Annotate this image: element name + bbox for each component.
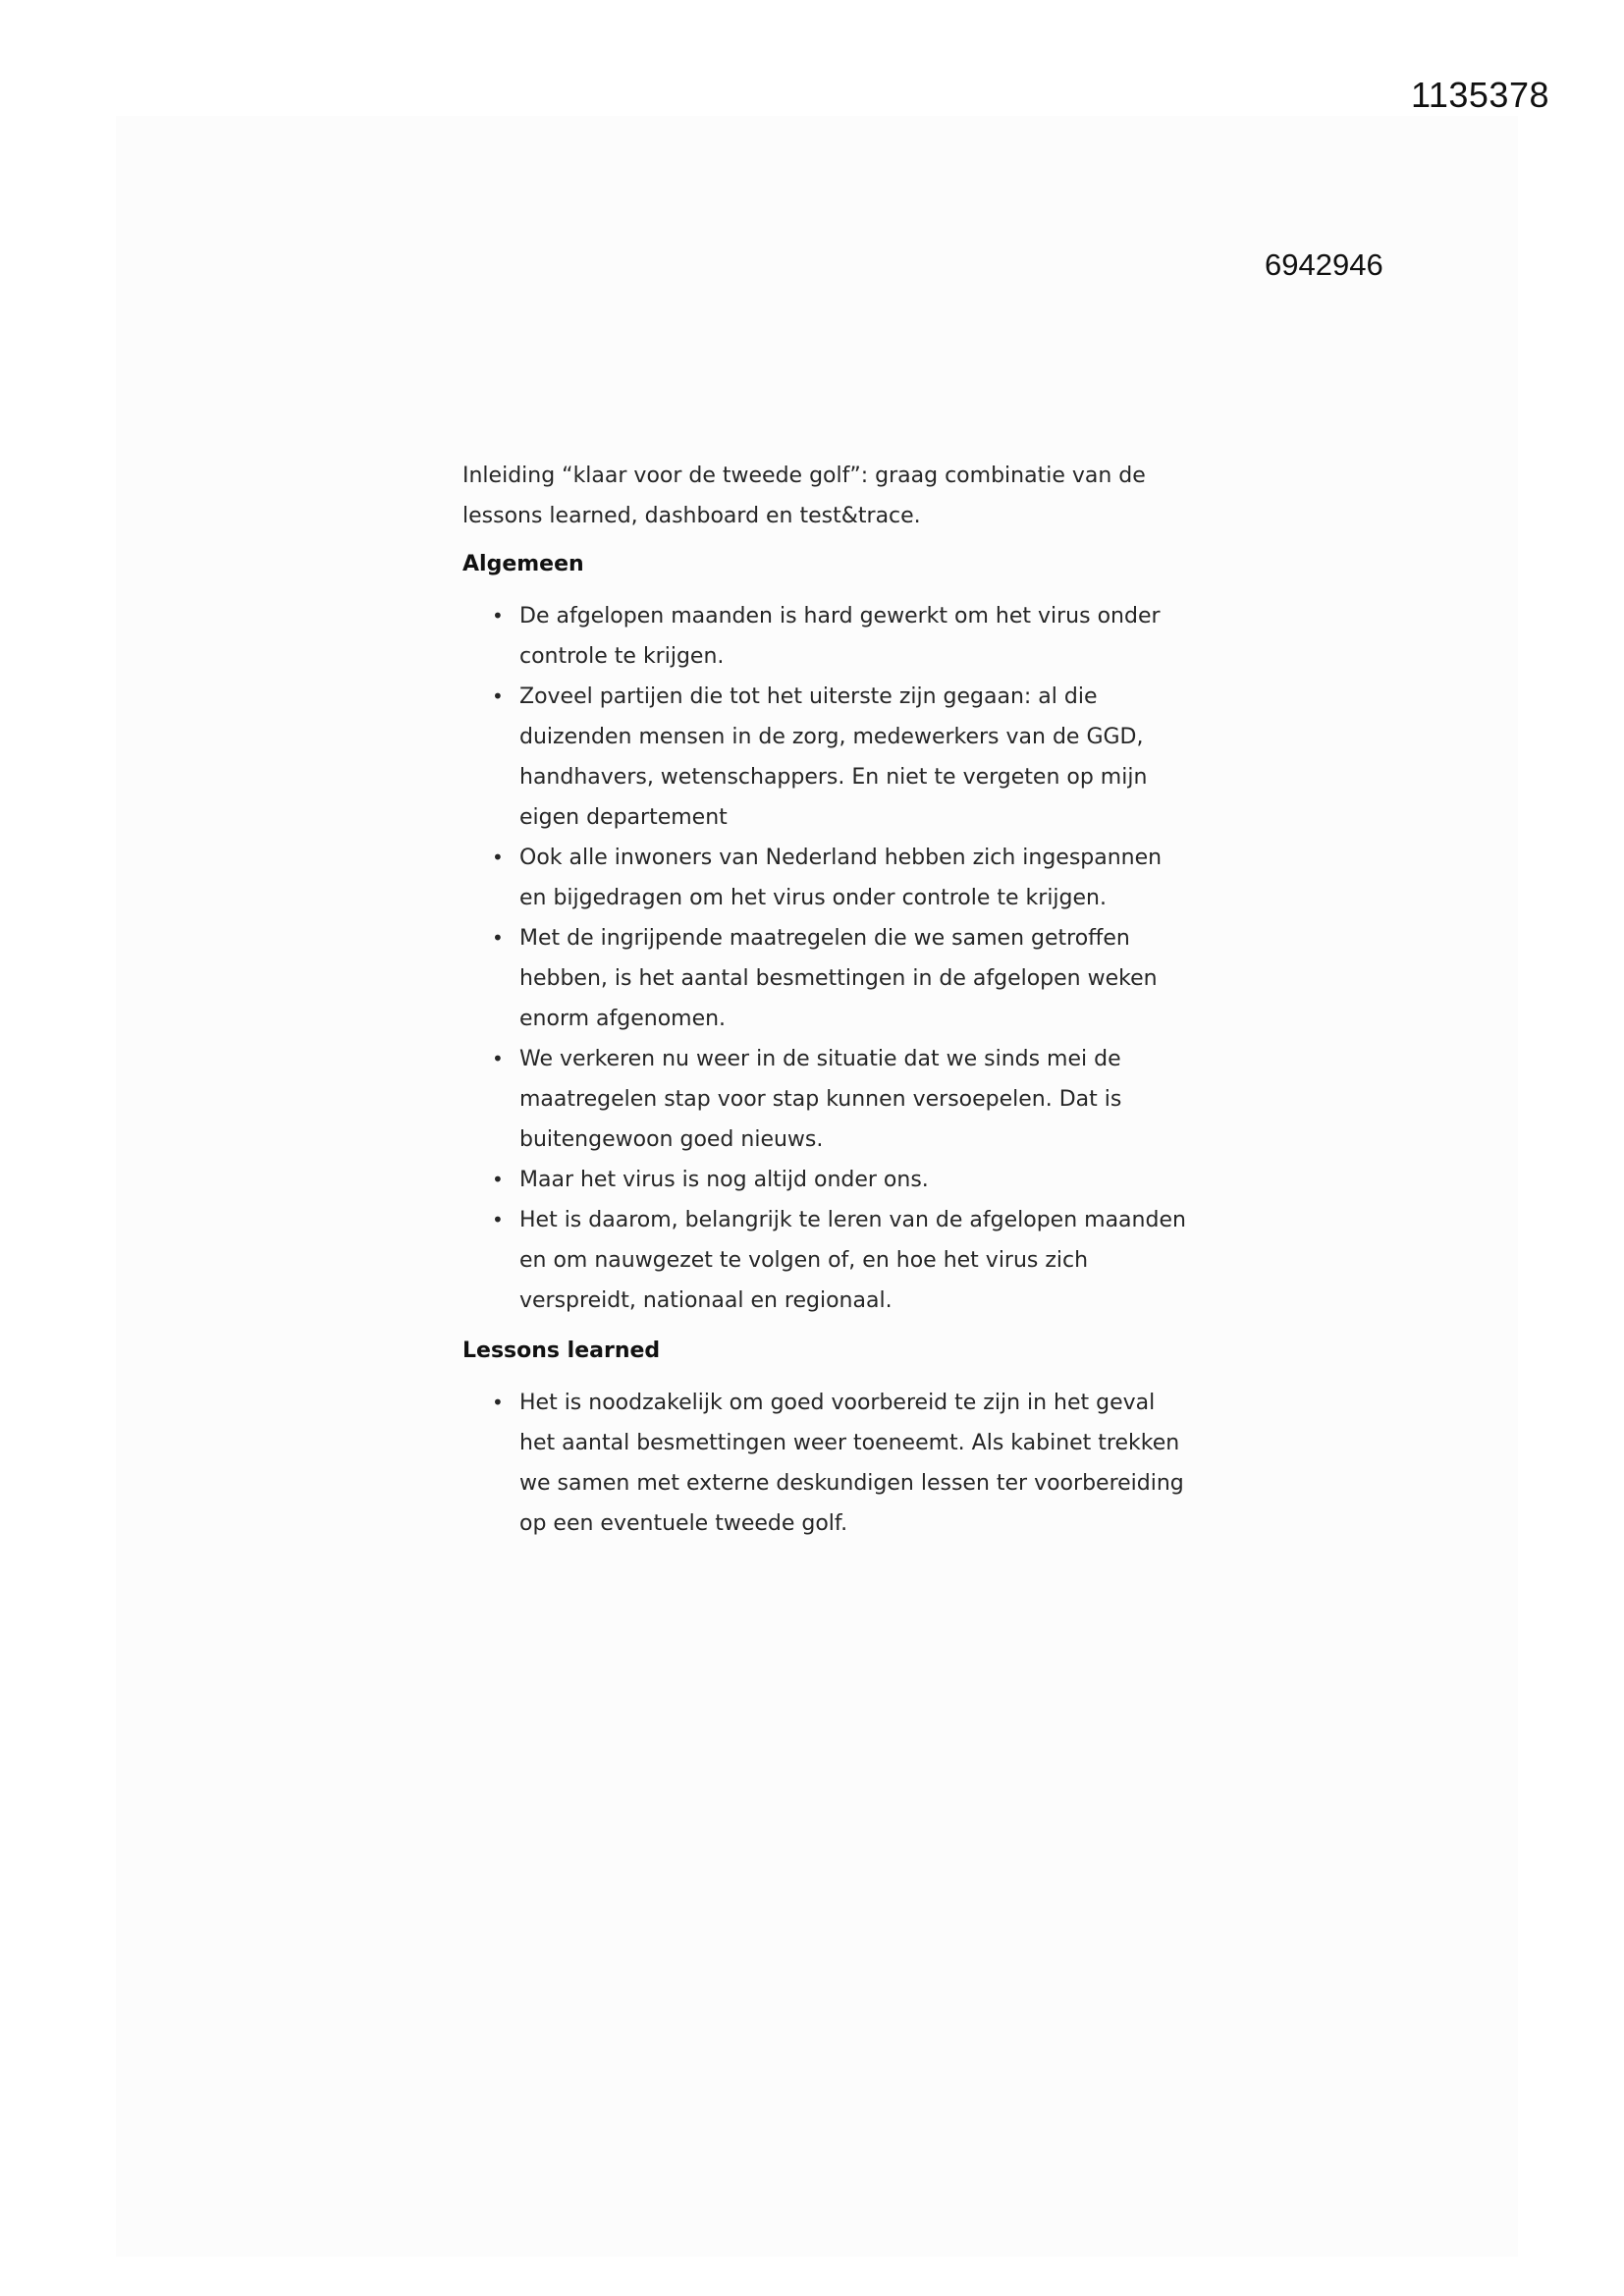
list-item-text: De afgelopen maanden is hard gewerkt om het virus onder controle te krijgen. (519, 604, 1161, 669)
list-item (492, 918, 1189, 1039)
section-heading-lessons-learned: Lessons learned (462, 1339, 661, 1363)
bullet-list-algemeen (462, 596, 1189, 1321)
bullet-icon: • (492, 926, 504, 950)
document-number: 1135378 (1411, 75, 1549, 115)
bullet-list-lessons-learned (462, 1383, 1189, 1544)
bullet-icon: • (492, 684, 504, 708)
list-item-text: We verkeren nu weer in de situatie dat we sinds mei de maatregelen stap voor stap kunnen versoepelen. Dat is buitengewoon goed nieuws. (519, 1047, 1122, 1152)
list-item (492, 677, 1189, 838)
bullet-icon: • (492, 1391, 504, 1414)
section-heading-algemeen: Algemeen (462, 552, 584, 576)
bullet-icon: • (492, 846, 504, 869)
list-item (492, 838, 1189, 918)
page-number: 6942946 (1265, 247, 1383, 282)
document-body (462, 456, 1189, 1554)
list-item-text: Het is noodzakelijk om goed voorbereid te zijn in het geval het aantal besmettingen weer toeneemt. Als kabinet trekken we samen met externe deskundigen lessen ter voorbereiding op een eventuele tweede golf. (519, 1391, 1184, 1536)
bullet-icon: • (492, 1047, 504, 1070)
list-item (492, 596, 1189, 677)
list-item (492, 1383, 1189, 1544)
bullet-icon: • (492, 604, 504, 628)
bullet-icon: • (492, 1168, 504, 1191)
list-item-text: Het is daarom, belangrijk te leren van de afgelopen maanden en om nauwgezet te volgen of, en hoe het virus zich verspreidt, nationaal en regionaal. (519, 1208, 1186, 1313)
intro-paragraph: Inleiding “klaar voor de tweede golf”: graag combinatie van de lessons learned, dashboard en test&trace. (462, 464, 1146, 528)
list-item-text: Zoveel partijen die tot het uiterste zijn gegaan: al die duizenden mensen in de zorg, medewerkers van de GGD, handhavers, wetenschappers. En niet te vergeten op mijn eigen departement (519, 684, 1148, 830)
list-item (492, 1160, 1189, 1200)
list-item-text: Met de ingrijpende maatregelen die we samen getroffen hebben, is het aantal besmettingen in de afgelopen weken enorm afgenomen. (519, 926, 1158, 1031)
list-item-text: Maar het virus is nog altijd onder ons. (519, 1168, 929, 1192)
list-item-text: Ook alle inwoners van Nederland hebben zich ingespannen en bijgedragen om het virus onder controle te krijgen. (519, 846, 1163, 910)
bullet-icon: • (492, 1208, 504, 1231)
list-item (492, 1200, 1189, 1321)
list-item (492, 1039, 1189, 1160)
